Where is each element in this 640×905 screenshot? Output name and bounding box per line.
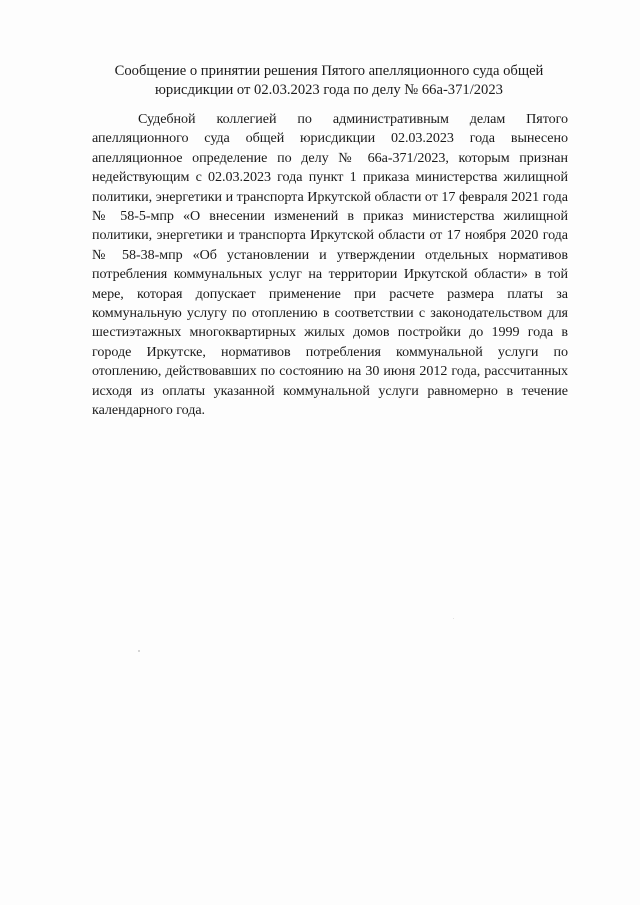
scan-speck — [453, 618, 454, 619]
document-title: Сообщение о принятии решения Пятого апелляционного суда общей юрисдикции от 02.03.2023 года по делу № 66а-371/2023 — [114, 63, 544, 98]
document-body-paragraph: Судебной коллегией по административным делам Пятого апелляционного суда общей юрисдикции 02.03.2023 года вынесено апелляционное определение по делу № 66а-371/2023, которым признан недействующим с 02.03.2023 года пункт 1 приказа министерства жилищной политики, энергетики и транспорта Иркутской области от 17 февраля 2021 года № 58-5-мпр «О внесении изменений в приказ министерства жилищной политики, энергетики и транспорта Иркутской области от 17 ноября 2020 года № 58-38-мпр «Об установлении и утверждении отдельных нормативов потребления коммунальных услуг на территории Иркутской области» в той мере, которая допускает применение при расчете размера платы за коммунальную услугу по отоплению в соответствии с законодательством для шестиэтажных многоквартирных жилых домов постройки до 1999 года в городе Иркутске, нормативов потребления коммунальной услуги по отоплению, действовавших по состоянию на 30 июня 2012 года, рассчитанных исходя из оплаты указанной коммунальной услуги равномерно в течение календарного года. — [92, 111, 568, 419]
scan-speck — [138, 650, 140, 652]
